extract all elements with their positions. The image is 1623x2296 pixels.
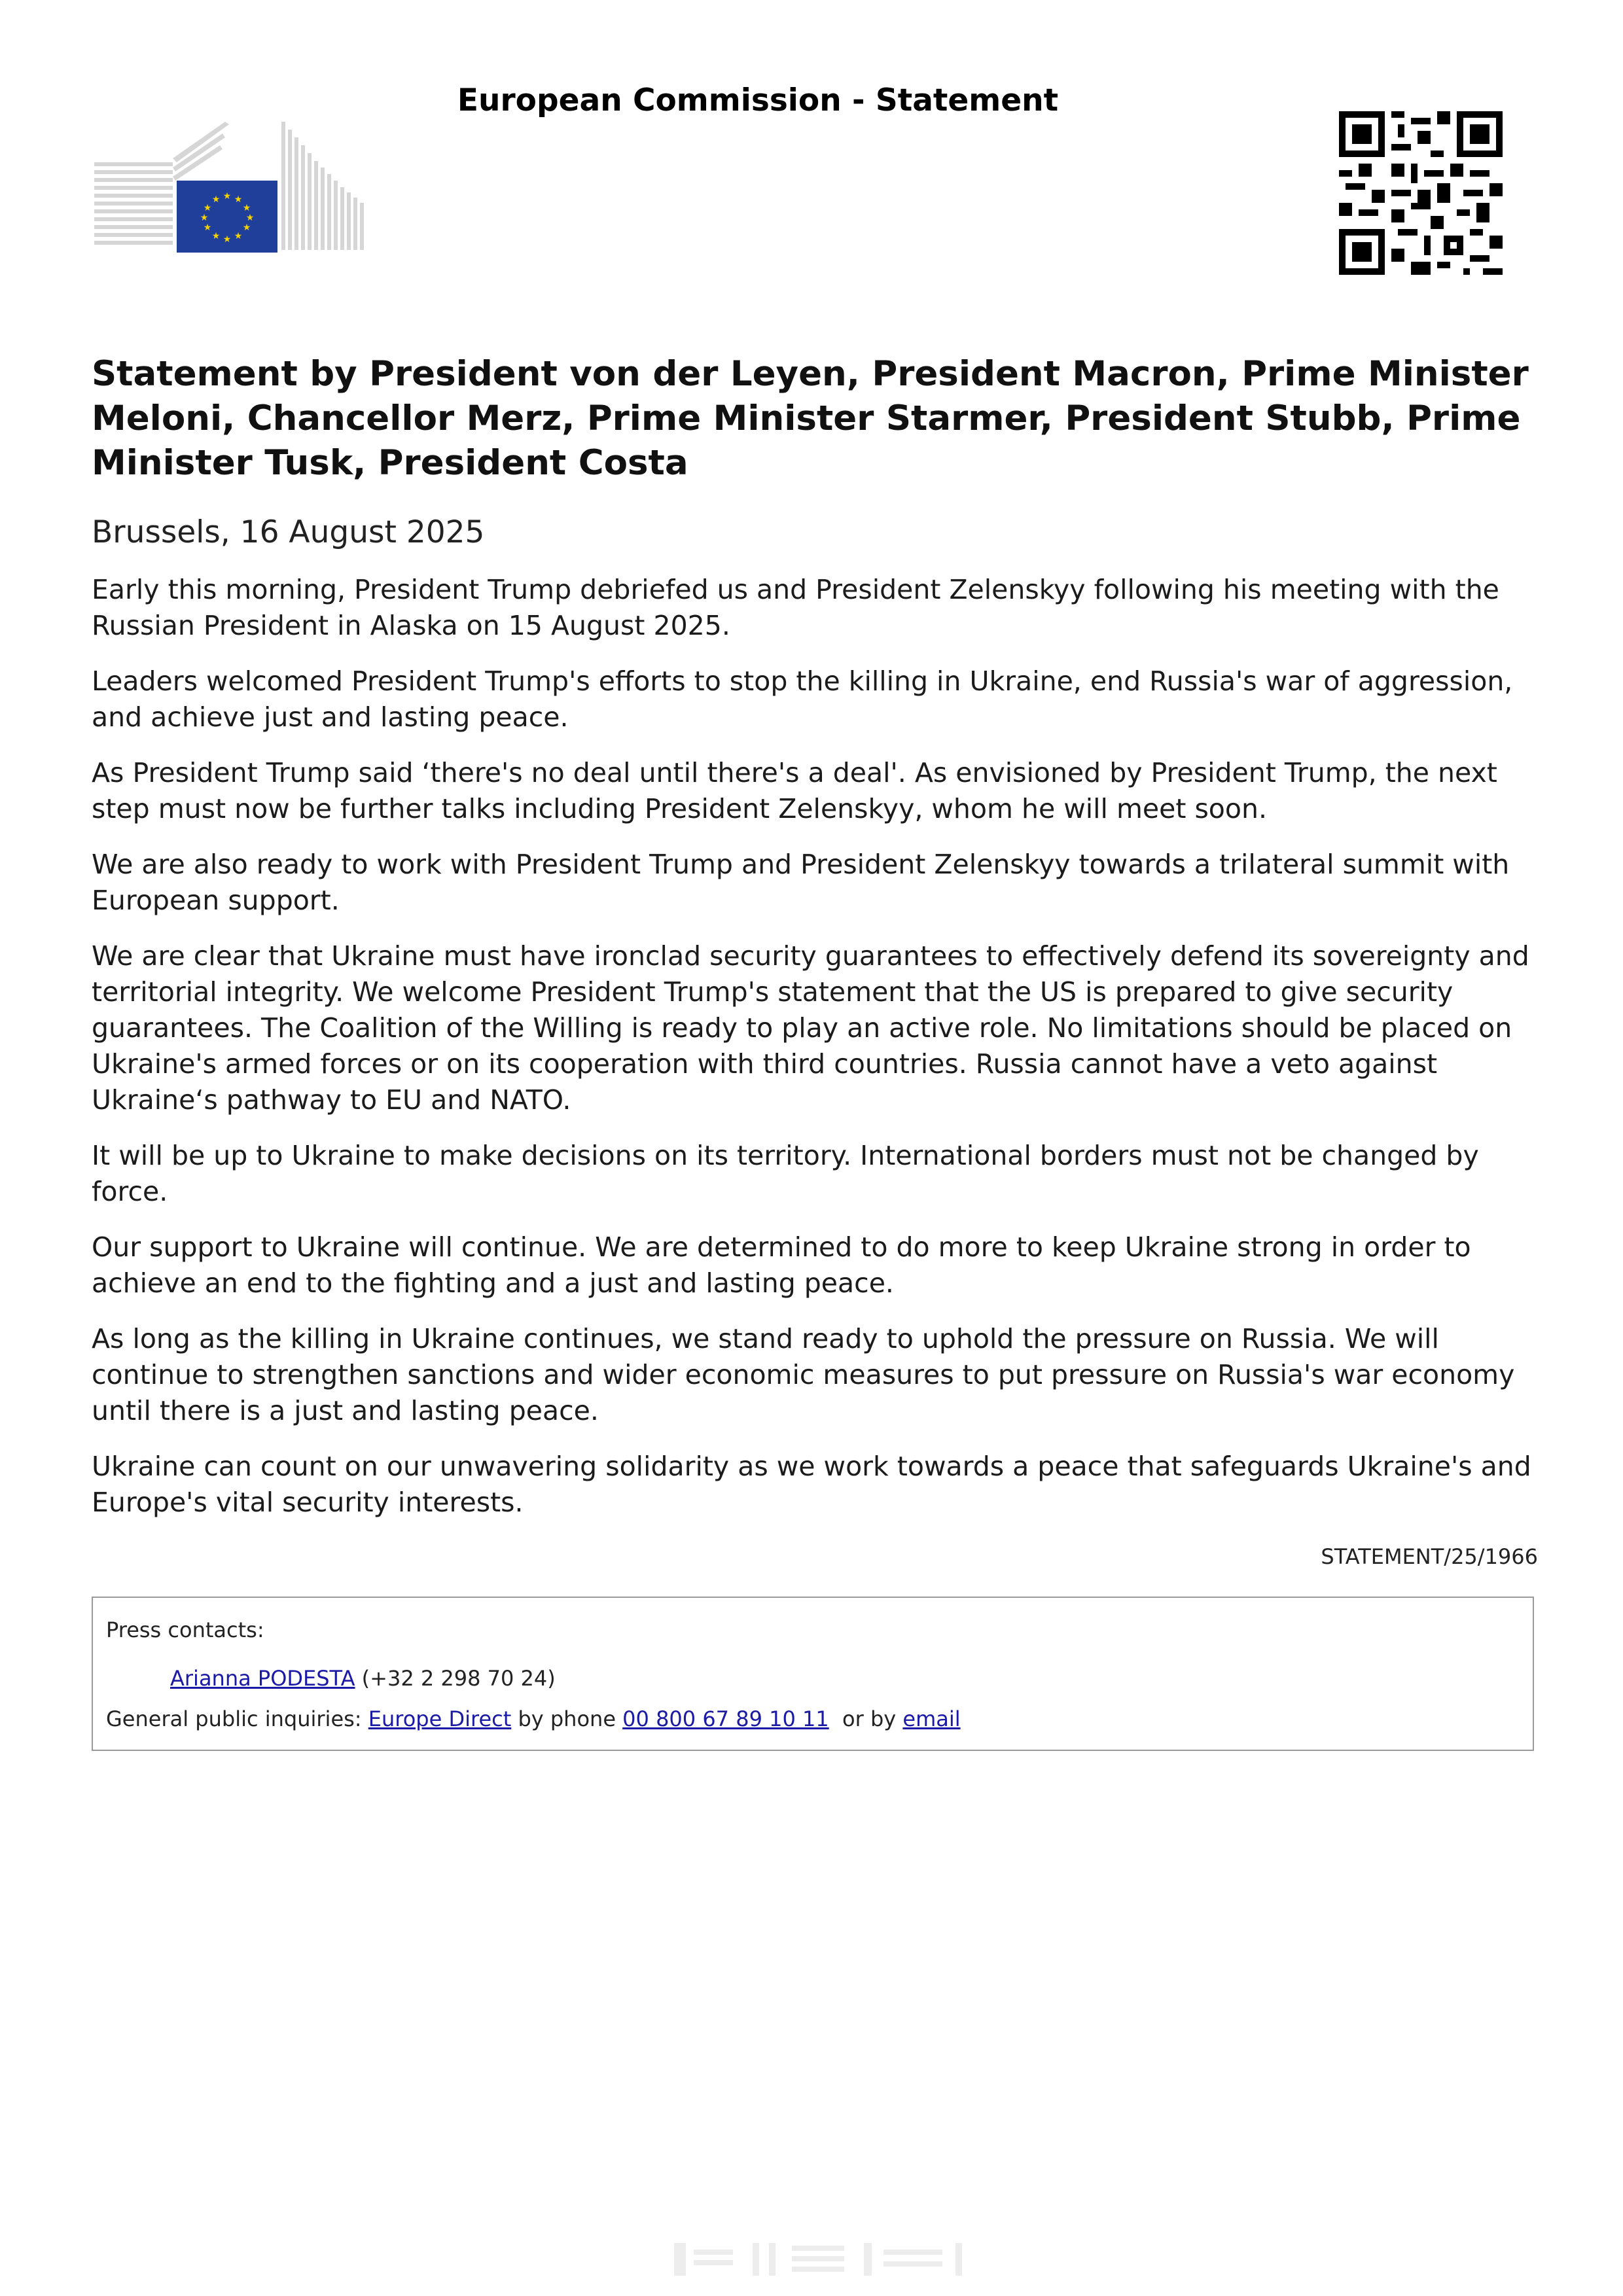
paragraph: Ukraine can count on our unwavering solidarity as we work towards a peace that safeguards Ukraine's and Europe's vital security interests. <box>92 1451 1531 1518</box>
european-commission-logo-icon <box>94 122 369 259</box>
press-contact-phone: (+32 2 298 70 24) <box>361 1666 556 1691</box>
public-inquiries <box>106 1706 961 1731</box>
svg-text:★: ★ <box>203 222 212 233</box>
qr-code-icon[interactable] <box>1339 111 1503 275</box>
footer-watermark-icon <box>648 2236 988 2282</box>
svg-text:★: ★ <box>234 194 243 205</box>
svg-text:★: ★ <box>223 191 232 202</box>
paragraph: We are also ready to work with President Trump and President Zelenskyy towards a trilateral summit with European support. <box>92 849 1510 916</box>
header-title: European Commission - Statement <box>457 82 1059 118</box>
paragraph: We are clear that Ukraine must have ironclad security guarantees to effectively defend its sovereignty and territorial integrity. We welcome President Trump's statement that the US is prepared to give security guarantees. The Coalition of the Willing is ready to play an active role. No limitations should be placed on Ukraine's armed forces or on its cooperation with third countries. Russia cannot have a veto against Ukraine‘s pathway to EU and NATO. <box>92 940 1529 1116</box>
svg-text:★: ★ <box>223 234 232 245</box>
europe-direct-link[interactable]: Europe Direct <box>368 1706 512 1731</box>
paragraph: It will be up to Ukraine to make decisions on its territory. International borders must not be changed by force. <box>92 1140 1479 1207</box>
paragraph: Our support to Ukraine will continue. We are determined to do more to keep Ukraine strong in order to achieve an end to the fighting and a just and lasting peace. <box>92 1231 1471 1299</box>
svg-text:★: ★ <box>242 222 251 233</box>
svg-text:★: ★ <box>245 213 255 223</box>
statement-title: Statement by President von der Leyen, President Macron, Prime Minister Meloni, Chancellor Merz, Prime Minister Starmer, President Stubb, Prime Minister Tusk, President Costa <box>92 354 1529 483</box>
press-contact-name-link[interactable]: Arianna PODESTA <box>170 1666 355 1691</box>
svg-text:★: ★ <box>203 203 212 213</box>
statement-body <box>92 572 1551 1540</box>
svg-text:★: ★ <box>200 213 209 223</box>
paragraph: Leaders welcomed President Trump's efforts to stop the killing in Ukraine, end Russia's war of aggression, and achieve just and lasting peace. <box>92 665 1513 733</box>
dateline: Brussels, 16 August 2025 <box>92 514 485 550</box>
statement-reference: STATEMENT/25/1966 <box>1321 1544 1538 1569</box>
phone-number-link[interactable]: 00 800 67 89 10 11 <box>622 1706 829 1731</box>
svg-text:★: ★ <box>211 231 221 241</box>
paragraph: As President Trump said ‘there's no deal until there's a deal'. As envisioned by President Trump, the next step must now be further talks including President Zelenskyy, whom he will meet soon. <box>92 757 1497 824</box>
paragraph: As long as the killing in Ukraine continues, we stand ready to uphold the pressure on Russia. We will continue to strengthen sanctions and wider economic measures to put pressure on Russia's war economy until there is a just and lasting peace. <box>92 1323 1515 1426</box>
press-contacts-label: Press contacts: <box>106 1617 264 1642</box>
svg-text:★: ★ <box>234 231 243 241</box>
svg-text:★: ★ <box>211 194 221 205</box>
by-phone-text: by phone <box>518 1706 616 1731</box>
paragraph: Early this morning, President Trump debriefed us and President Zelenskyy following his meeting with the Russian President in Alaska on 15 August 2025. <box>92 574 1499 641</box>
inquiries-prefix: General public inquiries: <box>106 1706 362 1731</box>
or-by-text: or by <box>842 1706 897 1731</box>
press-contact <box>170 1666 556 1691</box>
press-contacts-box <box>92 1597 1534 1751</box>
svg-text:★: ★ <box>242 203 251 213</box>
email-link[interactable]: email <box>902 1706 961 1731</box>
